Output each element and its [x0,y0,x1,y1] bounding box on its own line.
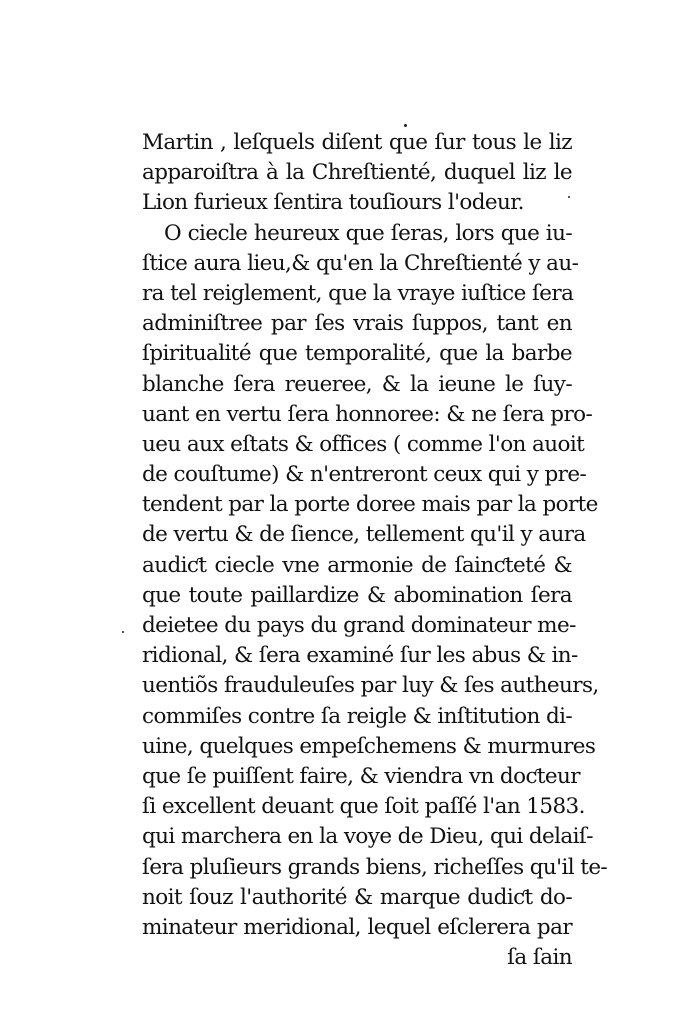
text-line: de vertu & de ſience, tellement qu'il y aura [142,522,586,548]
text-line: commiſes contre ſa reigle & inſtitution di- [142,703,573,729]
text-line: uant en vertu ſera honnoree: & ne ſera pro- [142,401,593,427]
catchword: ſa ſain [507,945,572,971]
text-line: de couſtume) & n'entreront ceux qui y pre- [142,462,587,488]
text-line: audiƈt ciecle vne armonie de ſainƈteté & [142,552,572,578]
text-line: ra tel reiglement, que la vraye iuſtice ſera [142,280,574,306]
text-line: apparoiſtra à la Chreſtienté, duquel liz le [142,160,572,186]
ink-speck [122,631,124,633]
text-line: Lion furieux ſentira touſiours l'odeur. [142,190,524,216]
text-line: qui marchera en la voye de Dieu, qui delaiſ- [142,824,593,850]
body-text [142,128,608,973]
text-line: adminiſtree par ſes vrais ſuppos, tant en [142,311,572,337]
ink-speck [404,124,407,127]
text-line: ſpiritualité que temporalité, que la barbe [142,341,572,367]
text-line: uentiõs frauduleuſes par luy & ſes autheurs, [142,673,599,699]
text-line: ſera pluſieurs grands biens, richeſſes qu'il te- [142,854,608,880]
text-line: minateur meridional, lequel eſclerera par [142,914,572,940]
text-line: ueu aux eſtats & offices ( comme l'on auoit [142,431,585,457]
paragraph-start-line: O ciecle heureux que ſeras, lors que iu- [164,220,572,246]
text-line: noit ſouz l'authorité & marque dudiƈt do- [142,884,572,910]
text-line: uine, quelques empeſchemens & murmures [142,733,596,759]
text-line: ridional, & ſera examiné ſur les abus & in- [142,643,578,669]
text-line: que ſe puiſſent faire, & viendra vn doƈteur [142,763,580,789]
text-line: blanche ſera reueree, & la ieune le ſuy- [142,371,572,397]
text-line: ſtice aura lieu,& qu'en la Chreſtienté y au- [142,250,579,276]
text-line: que toute paillardize & abomination ſera [142,582,572,608]
text-line: deietee du pays du grand dominateur me- [142,613,576,638]
text-line: ſi excellent deuant que ſoit paſſé l'an 1583. [142,794,585,820]
text-line: tendent par la porte doree mais par la porte [142,492,598,518]
text-line: Martin , leſquels diſent que ſur tous le liz [142,130,572,155]
